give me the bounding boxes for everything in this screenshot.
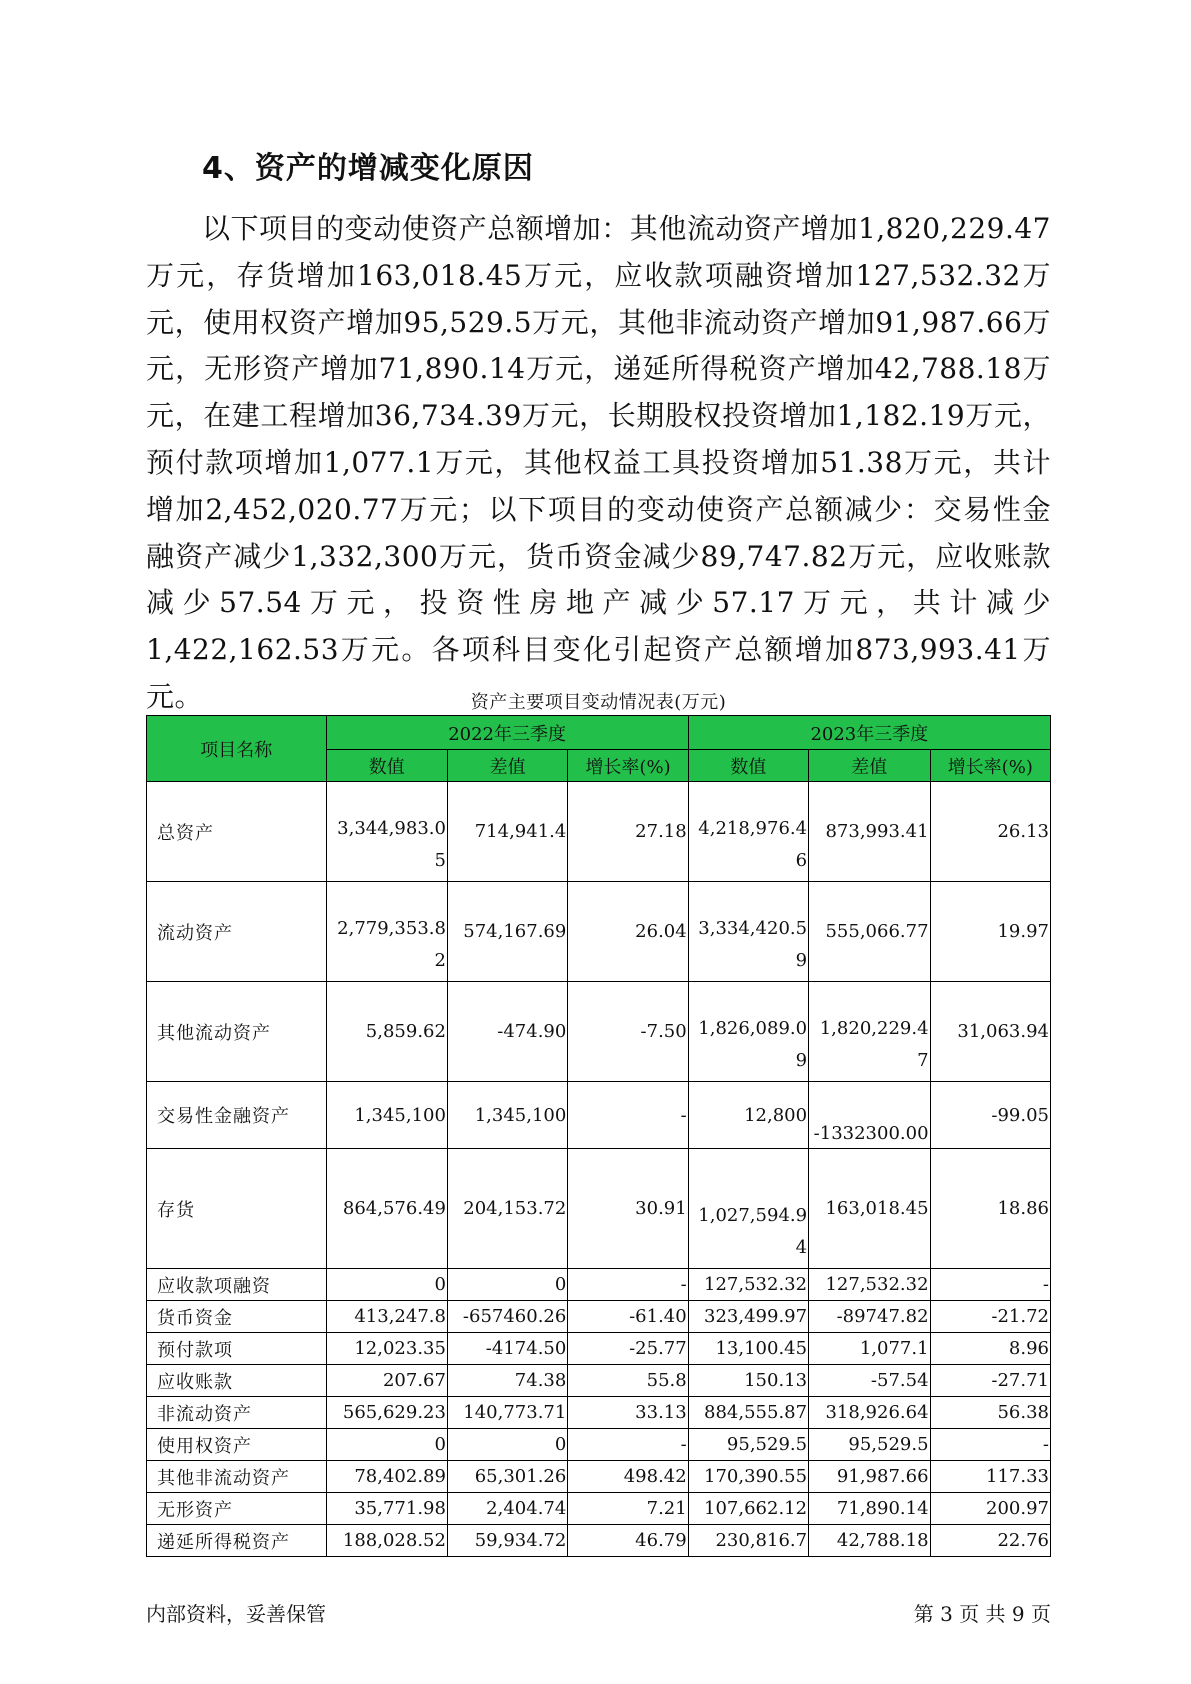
row-label: 存货 xyxy=(147,1149,327,1269)
column-header-value: 数值 xyxy=(688,750,808,782)
row-label: 递延所得税资产 xyxy=(147,1525,327,1557)
footer-confidential: 内部资料，妥善保管 xyxy=(146,1602,326,1626)
table-row xyxy=(147,1301,1051,1333)
cell-v1: 5,859.62 xyxy=(326,982,447,1082)
cell-v2: 230,816.7 xyxy=(688,1525,808,1557)
column-header-name: 项目名称 xyxy=(147,716,327,782)
cell-d2: 318,926.64 xyxy=(809,1397,930,1429)
cell-d2: -89747.82 xyxy=(809,1301,930,1333)
cell-value: 4,218,976.46 xyxy=(698,818,808,871)
table-row xyxy=(147,782,1051,882)
row-label: 应收账款 xyxy=(147,1365,327,1397)
cell-value: 1,826,089.09 xyxy=(698,1018,808,1071)
cell-r1: - xyxy=(568,1429,688,1461)
row-label: 无形资产 xyxy=(147,1493,327,1525)
cell-r2: -99.05 xyxy=(930,1082,1050,1149)
row-label: 其他非流动资产 xyxy=(147,1461,327,1493)
cell-v1: 12,023.35 xyxy=(326,1333,447,1365)
row-label: 交易性金融资产 xyxy=(147,1082,327,1149)
table-row xyxy=(147,1082,1051,1149)
cell-value: 3,344,983.05 xyxy=(337,818,446,871)
cell-v1 xyxy=(326,882,447,982)
cell-v2: 323,499.97 xyxy=(688,1301,808,1333)
table-row xyxy=(147,982,1051,1082)
table-header-row xyxy=(147,716,1051,750)
cell-r1: - xyxy=(568,1082,688,1149)
column-header-value: 数值 xyxy=(326,750,447,782)
cell-r1: -25.77 xyxy=(568,1333,688,1365)
cell-r2: 117.33 xyxy=(930,1461,1050,1493)
cell-d2: 127,532.32 xyxy=(809,1269,930,1301)
column-header-diff: 差值 xyxy=(447,750,567,782)
cell-d2: 1,077.1 xyxy=(809,1333,930,1365)
body-paragraph: 以下项目的变动使资产总额增加：其他流动资产增加1,820,229.47万元，存货增加163,018.45万元，应收款项融资增加127,532.32万元，使用权资产增加95,529.5万元，其他非流动资产增加91,987.66万元，无形资产增加71,890.14万元，递延所得税资产增加42,788.18万元，在建工程增加36,734.39万元，长期股权投资增加1,182.19万元，预付款项增加1,077.1万元，其他权益工具投资增加51.38万元，共计增加2,452,020.77万元；以下项目的变动使资产总额减少：交易性金融资产减少1,332,300万元，货币资金减少89,747.82万元，应收账款减少57.54万元，投资性房地产减少57.17万元，共计减少1,422,162.53万元。各项科目变化引起资产总额增加873,993.41万元。 xyxy=(146,212,1051,713)
cell-d2: 555,066.77 xyxy=(809,882,930,982)
cell-r1: 27.18 xyxy=(568,782,688,882)
cell-v2: 107,662.12 xyxy=(688,1493,808,1525)
cell-v2: 13,100.45 xyxy=(688,1333,808,1365)
table-row xyxy=(147,1365,1051,1397)
row-label: 应收款项融资 xyxy=(147,1269,327,1301)
cell-d1: 0 xyxy=(447,1429,567,1461)
row-label: 总资产 xyxy=(147,782,327,882)
cell-r1: 7.21 xyxy=(568,1493,688,1525)
cell-d1: 2,404.74 xyxy=(447,1493,567,1525)
cell-d2: 71,890.14 xyxy=(809,1493,930,1525)
column-header-rate: 增长率(%) xyxy=(930,750,1050,782)
row-label: 流动资产 xyxy=(147,882,327,982)
table-row xyxy=(147,882,1051,982)
cell-v1: 207.67 xyxy=(326,1365,447,1397)
cell-v2: 884,555.87 xyxy=(688,1397,808,1429)
table-row xyxy=(147,1461,1051,1493)
cell-value: 1,820,229.47 xyxy=(819,1018,929,1071)
cell-r2: 200.97 xyxy=(930,1493,1050,1525)
row-label: 其他流动资产 xyxy=(147,982,327,1082)
cell-v2 xyxy=(688,982,808,1082)
cell-r2: -27.71 xyxy=(930,1365,1050,1397)
cell-v1 xyxy=(326,782,447,882)
cell-v1: 864,576.49 xyxy=(326,1149,447,1269)
table-row xyxy=(147,1269,1051,1301)
cell-d2: 163,018.45 xyxy=(809,1149,930,1269)
cell-d1: 714,941.4 xyxy=(447,782,567,882)
cell-d1: -474.90 xyxy=(447,982,567,1082)
cell-v1: 1,345,100 xyxy=(326,1082,447,1149)
cell-v2: 95,529.5 xyxy=(688,1429,808,1461)
row-label: 非流动资产 xyxy=(147,1397,327,1429)
table-row xyxy=(147,1493,1051,1525)
cell-d1: -657460.26 xyxy=(447,1301,567,1333)
column-header-rate: 增长率(%) xyxy=(568,750,688,782)
cell-d2: 873,993.41 xyxy=(809,782,930,882)
cell-d1: 574,167.69 xyxy=(447,882,567,982)
row-label: 预付款项 xyxy=(147,1333,327,1365)
section-heading: 4、资产的增减变化原因 xyxy=(202,151,534,186)
table-row xyxy=(147,1149,1051,1269)
asset-change-table xyxy=(146,715,1051,1557)
cell-v1: 188,028.52 xyxy=(326,1525,447,1557)
cell-v2: 150.13 xyxy=(688,1365,808,1397)
cell-r2: 22.76 xyxy=(930,1525,1050,1557)
cell-d1: 204,153.72 xyxy=(447,1149,567,1269)
cell-v1: 35,771.98 xyxy=(326,1493,447,1525)
cell-v1: 0 xyxy=(326,1269,447,1301)
cell-r1: 33.13 xyxy=(568,1397,688,1429)
cell-d1: 0 xyxy=(447,1269,567,1301)
cell-d2: -57.54 xyxy=(809,1365,930,1397)
cell-v1: 78,402.89 xyxy=(326,1461,447,1493)
cell-r1: 26.04 xyxy=(568,882,688,982)
cell-r1: 46.79 xyxy=(568,1525,688,1557)
cell-r1: - xyxy=(568,1269,688,1301)
cell-r1: 55.8 xyxy=(568,1365,688,1397)
cell-v2: 127,532.32 xyxy=(688,1269,808,1301)
cell-d2 xyxy=(809,982,930,1082)
cell-r1: 498.42 xyxy=(568,1461,688,1493)
cell-r2: 56.38 xyxy=(930,1397,1050,1429)
cell-r2: -21.72 xyxy=(930,1301,1050,1333)
cell-d1: 140,773.71 xyxy=(447,1397,567,1429)
table-row xyxy=(147,1429,1051,1461)
cell-d2: -1332300.00 xyxy=(809,1082,930,1149)
cell-r2: - xyxy=(930,1269,1050,1301)
cell-d1: 59,934.72 xyxy=(447,1525,567,1557)
cell-r1: -61.40 xyxy=(568,1301,688,1333)
cell-d2: 42,788.18 xyxy=(809,1525,930,1557)
footer-page-number: 第 3 页 共 9 页 xyxy=(913,1602,1051,1626)
cell-value: 2,779,353.82 xyxy=(337,918,446,971)
row-label: 货币资金 xyxy=(147,1301,327,1333)
cell-v2: 170,390.55 xyxy=(688,1461,808,1493)
cell-v2 xyxy=(688,882,808,982)
cell-v1: 0 xyxy=(326,1429,447,1461)
cell-v1: 565,629.23 xyxy=(326,1397,447,1429)
cell-r1: -7.50 xyxy=(568,982,688,1082)
cell-d2: 95,529.5 xyxy=(809,1429,930,1461)
table-caption: 资产主要项目变动情况表(万元) xyxy=(470,692,727,713)
cell-v2: 12,800 xyxy=(688,1082,808,1149)
cell-d1: 74.38 xyxy=(447,1365,567,1397)
cell-d1: 65,301.26 xyxy=(447,1461,567,1493)
cell-r1: 30.91 xyxy=(568,1149,688,1269)
column-header-period-2023: 2023年三季度 xyxy=(688,716,1050,750)
cell-v2 xyxy=(688,782,808,882)
cell-r2: 19.97 xyxy=(930,882,1050,982)
cell-value: 1,027,594.94 xyxy=(698,1205,808,1258)
row-label: 使用权资产 xyxy=(147,1429,327,1461)
column-header-diff: 差值 xyxy=(809,750,930,782)
cell-r2: - xyxy=(930,1429,1050,1461)
cell-r2: 31,063.94 xyxy=(930,982,1050,1082)
column-header-period-2022: 2022年三季度 xyxy=(326,716,688,750)
cell-d2: 91,987.66 xyxy=(809,1461,930,1493)
table-row xyxy=(147,1397,1051,1429)
cell-r2: 8.96 xyxy=(930,1333,1050,1365)
cell-v2 xyxy=(688,1149,808,1269)
cell-r2: 18.86 xyxy=(930,1149,1050,1269)
cell-d1: 1,345,100 xyxy=(447,1082,567,1149)
cell-value: 3,334,420.59 xyxy=(698,918,808,971)
cell-r2: 26.13 xyxy=(930,782,1050,882)
cell-v1: 413,247.8 xyxy=(326,1301,447,1333)
table-row xyxy=(147,1333,1051,1365)
cell-d1: -4174.50 xyxy=(447,1333,567,1365)
table-row xyxy=(147,1525,1051,1557)
